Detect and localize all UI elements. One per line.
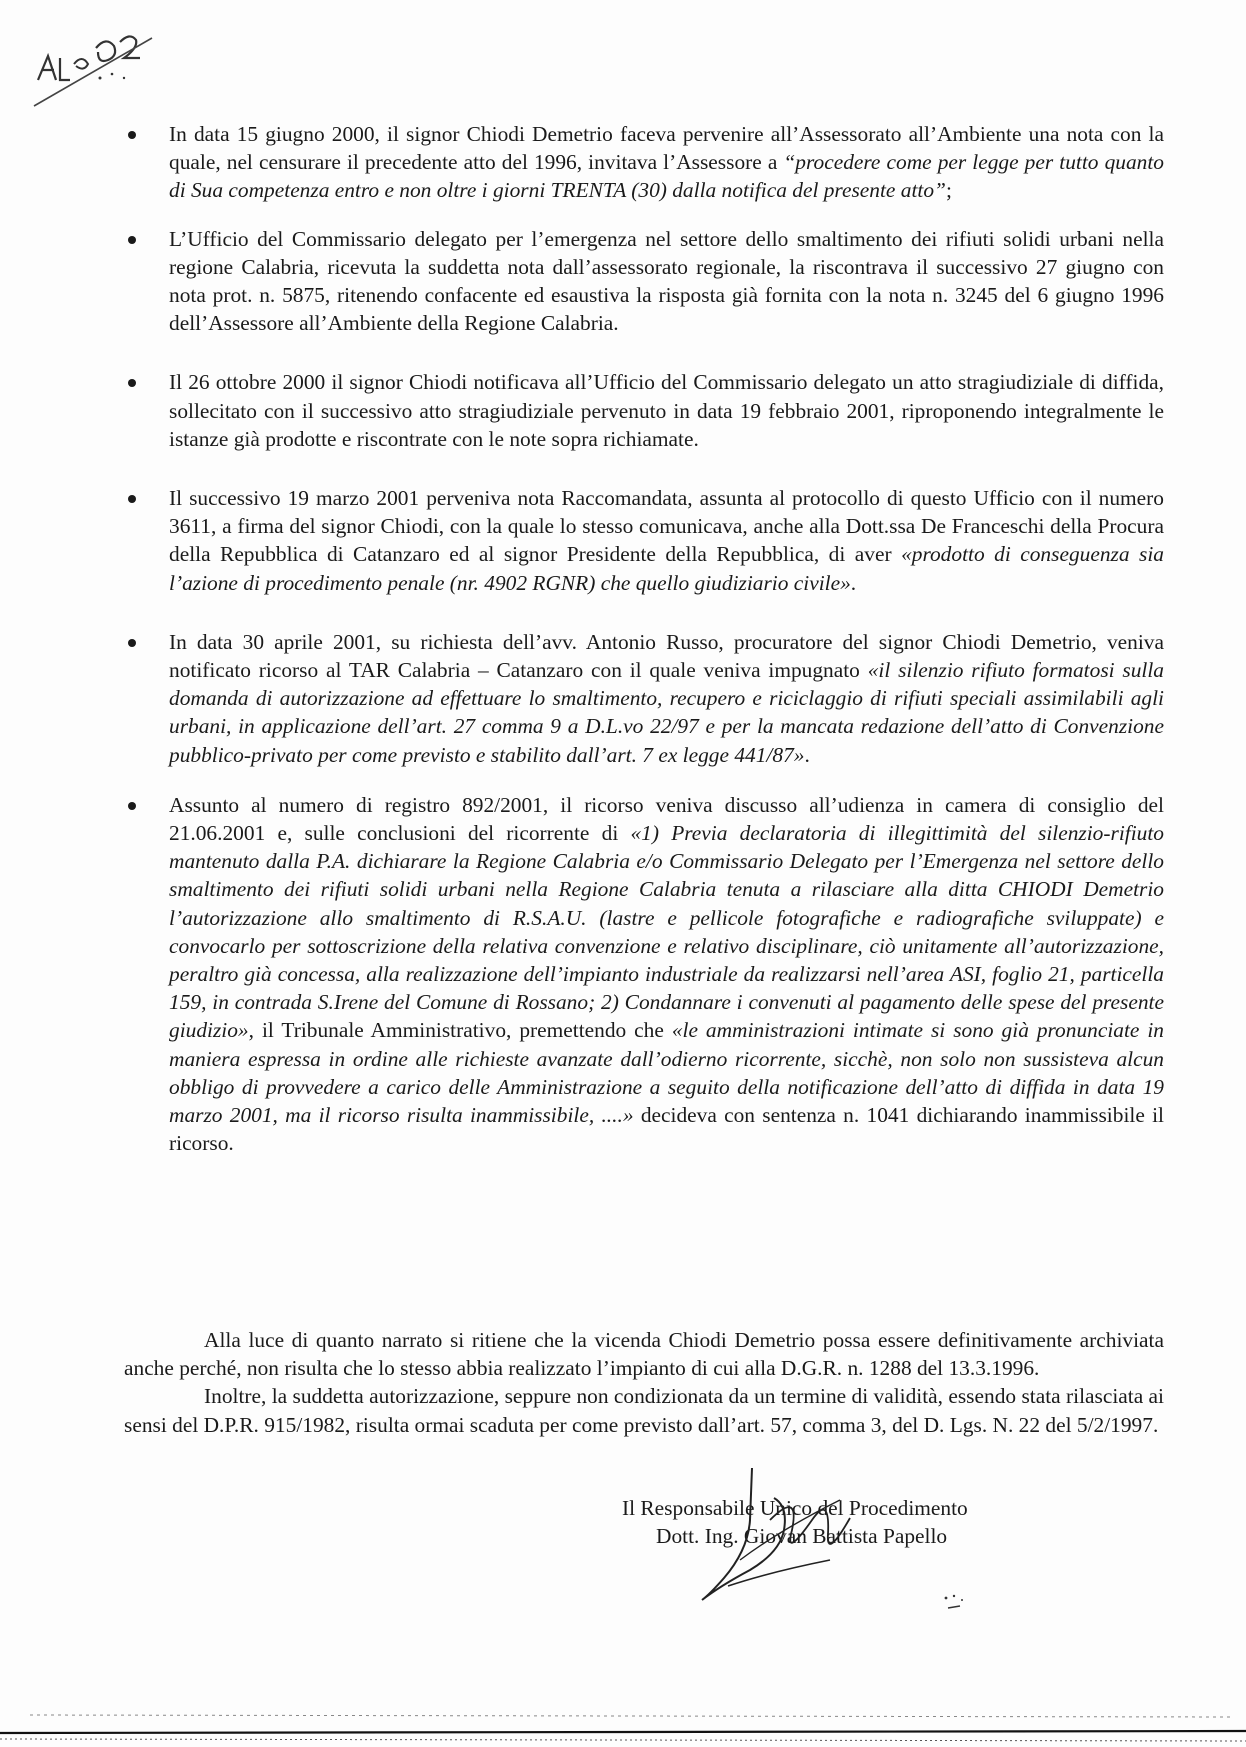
bullet-icon — [128, 379, 136, 387]
scan-edge — [0, 1705, 1246, 1747]
closing-section — [124, 1326, 1164, 1439]
bullet-icon — [128, 495, 136, 503]
handwritten-mark — [30, 18, 160, 108]
scan-mark — [940, 1590, 970, 1620]
quoted-text: «prodotto di conseguenza sia l’azione di procedimento penale (nr. 4902 RGNR) che quello giudiziario civile» — [169, 542, 1164, 595]
signatory-name: Dott. Ing. Giovan Battista Papello — [656, 1524, 948, 1548]
paragraph-text: In data 30 aprile 2001, su richiesta dell’avv. Antonio Russo, procuratore del signor Chiodi Demetrio, veniva notificato ricorso al TAR Calabria – Catanzaro con il quale veniva impugnato — [169, 629, 1164, 683]
list-item — [124, 791, 1164, 1158]
bullet-list — [124, 120, 1164, 1158]
bullet-icon — [128, 131, 136, 139]
quoted-text: «il silenzio rifiuto formatosi sulla domanda di autorizzazione ad effettuare lo smaltimento, recupero e riciclaggio di rifiuti speciali assimilabili agli urbani, in applicazione dell’art. 27 comma 9 a D.L.vo 22/97 e per la mancata redazione dell’atto di Convenzione pubblico-privato per come previsto e stabilito dall’art. 7 ex legge 441/87» — [169, 658, 1164, 767]
paragraph-text: Il 26 ottobre 2000 il signor Chiodi notificava all’Ufficio del Commissario delegato un atto stragiudiziale di diffida, sollecitato con il successivo atto stragiudiziale pervenuto in data 19 febbraio 2001, riproponendo integralmente le istanze già prodotte e riscontrate con le note sopra richiamate. — [169, 370, 1164, 451]
paragraph-text: decideva con sentenza n. 1041 dichiarando inammissibile il ricorso. — [169, 1103, 1164, 1156]
list-item — [124, 225, 1164, 338]
paragraph-text: . — [850, 570, 857, 595]
list-item — [124, 484, 1164, 597]
quoted-text: “procedere come per legge per tutto quanto di Sua competenza entro e non oltre i giorni TRENTA (30) dalla notifica del presente atto” — [169, 150, 1164, 203]
paragraph-text: L’Ufficio del Commissario delegato per l’emergenza nel settore dello smaltimento dei rifiuti solidi urbani nella regione Calabria, ricevuta la suddetta nota dall’assessorato regionale, la riscontrava il successivo 27 giugno con nota prot. n. 5875, ritenendo confacente ed esaustiva la risposta già fornita con la nota n. 3245 del 6 giugno 1996 dell’Assessore all’Ambiente della Regione Calabria. — [169, 226, 1164, 336]
list-item — [124, 628, 1164, 769]
paragraph-text: In data 15 giugno 2000, il signor Chiodi Demetrio faceva pervenire all’Assessorato all’Ambiente una nota con la quale, nel censurare il precedente atto del 1996, invitava l’Assessore a — [169, 122, 1164, 175]
signatory-role: Il Responsabile Unico del Procedimento — [622, 1496, 968, 1520]
paragraph-text: Il successivo 19 marzo 2001 perveniva nota Raccomandata, assunta al protocollo di questo Ufficio con il numero 3611, a firma del signor Chiodi, con la quale lo stesso comunicava, anche alla Dott.ssa De Franceschi della Procura della Repubblica di Catanzaro ed al signor Presidente della Repubblica, di aver — [169, 486, 1164, 567]
paragraph-text: . — [804, 742, 810, 767]
closing-paragraph: Alla luce di quanto narrato si ritiene che la vicenda Chiodi Demetrio possa essere definitivamente archiviata anche perché, non risulta che lo stesso abbia realizzato l’impianto di cui alla D.G.R. n. 1288 del 13.3.1996. — [124, 1328, 1164, 1381]
list-item — [124, 120, 1164, 205]
quoted-text: «1) Previa declaratoria di illegittimità del silenzio-rifiuto mantenuto dalla P.A. dichiarare la Regione Calabria e/o Commissario Delegato per l’Emergenza nel settore dello smaltimento dei rifiuti solidi urbani nella Regione Calabria tenuta a rilasciare alla ditta CHIODI Demetrio l’autorizzazione allo smaltimento di R.S.A.U. (lastre e pellicole fotografiche e radiografiche sviluppate) e convocarlo per sottoscrizione della relativa convenzione e relativo disciplinare, ciò unitamente all’autorizzazione, peraltro già concessa, alla realizzazione dell’impianto industriale da realizzarsi nell’area ASI, foglio 21, particella 159, in contrada S.Irene del Comune di Rossano; 2) Condannare i convenuti al pagamento delle spese del presente giudizio» — [169, 821, 1164, 1043]
list-item — [124, 368, 1164, 453]
paragraph-text: , il Tribunale Amministrativo, premettendo che — [248, 1018, 672, 1043]
paragraph-text: Assunto al numero di registro 892/2001, il ricorso veniva discusso all’udienza in camera di consiglio del 21.06.2001 e, sulle conclusioni del ricorrente di — [169, 792, 1164, 846]
closing-paragraph: Inoltre, la suddetta autorizzazione, seppure non condizionata da un termine di validità, essendo stata rilasciata ai sensi del D.P.R. 915/1982, risulta ormai scaduta per come previsto dall’art. 57, comma 3, del D. Lgs. N. 22 del 5/2/1997. — [124, 1384, 1164, 1437]
bullet-icon — [128, 639, 136, 647]
paragraph-text: ; — [945, 178, 952, 203]
quoted-text: «le amministrazioni intimate si sono già pronunciate in maniera espressa in ordine alle richieste avanzate dall’odierno ricorrente, sicchè, non solo non sussisteva alcun obbligo di provvedere a carico delle Amministrazione a seguito della notificazione dell’atto di diffida in data 19 marzo 2001, ma il ricorso risulta inammissibile, ....» — [169, 1018, 1165, 1128]
handwritten-signature — [680, 1460, 920, 1610]
bullet-icon — [128, 236, 136, 244]
bullet-icon — [128, 802, 136, 810]
